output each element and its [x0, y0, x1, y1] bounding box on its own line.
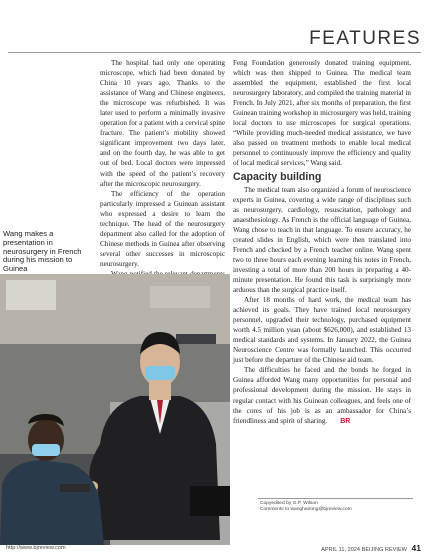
- article-left-column: [100, 58, 225, 273]
- footer-url[interactable]: http://www.bjreview.com: [6, 545, 66, 551]
- body-paragraph: The medical team also organized a forum of neuroscience experts in Guinea, covering a wide range of disciplines such as neurosurgery, cardiology, resuscitation, pathology and anaesthesiology. As French is the official language of Guinea, Wang chose to teach in that language. To ensure accuracy, he created slides in English, which were then translated into French and checked by a French teacher online. Wang spent two to three hours each evening learning his notes in French, investing a total of more than 200 hours in preparing a 40-minute presentation. He found this task is surprisingly more arduous than the surgical practice itself.: [233, 185, 411, 294]
- header-divider: [8, 52, 421, 53]
- photo-caption: Wang makes a presentation in neurosurgery in French during his mission to Guinea: [3, 229, 82, 274]
- section-subheading: Capacity building: [233, 170, 322, 183]
- copyeditor-credit: Copyedited by G.P. Wilson: [260, 501, 318, 506]
- body-paragraph: Feng Foundation generously donated training equipment, which was then shipped to Guinea. The medical team assembled the equipment, established the first local neurosurgery laboratory, and compiled the training material in French. In July 2021, after six months of preparation, the first Guinean training workshop in microsurgery was held, training local doctors to use microscopes for surgical operations. “While providing much-needed medical assistance, we have also passed on treatment methods to enable local medical personnel to continuously improve the efficiency and quality of local medical services,” Wang said.: [233, 59, 411, 168]
- comments-contact: Comments to wanghairong@bjreview.com: [260, 507, 352, 513]
- article-photo: [0, 274, 230, 545]
- body-paragraph: The efficiency of the operation particularly impressed a Guinean assistant who expressed a desire to learn the technique. The head of the neurosurgery department also called for the adoption of Chinese methods in Guinea after observing several other successes in microscopic neurosurgery.: [100, 189, 225, 268]
- body-paragraph: The hospital had only one operating microscope, which had been donated by China 10 years ago. Thanks to the assistance of Wang and Chinese engineers, the microscope was refurbished. It was later used to perform a minimally invasive operation for a patient with a cervical spine fracture. The patient’s mobility showed significant improvement two days later, and on the fourth day, he was able to get out of bed. Local doctors were impressed with the speed of the patient’s recovery after the microscopic neurosurgery.: [100, 59, 225, 188]
- article-right-column: [233, 58, 411, 498]
- footer-issue-date: APRIL 11, 2024 BEIJING REVIEW: [321, 547, 407, 553]
- body-paragraph: After 18 months of hard work, the medical team has achieved its goals. They have trained local neurosurgery personnel, upgraded their technology, purchased equipment worth 4.5 million yuan (about $626,000), and established 13 medical standards and systems. In January 2022, the Guinea Neuroscience Centre was formally launched. This occurred just before the departure of the Chinese aid team.: [233, 296, 411, 365]
- page-footer: [6, 545, 421, 555]
- page-header: [0, 0, 427, 58]
- br-end-mark: BR: [340, 417, 351, 425]
- section-title: FEATURES: [309, 28, 421, 49]
- page-number: 41: [411, 543, 421, 553]
- article-credits: [260, 501, 420, 514]
- body-paragraph-text: The difficulties he faced and the bonds he forged in Guinea afforded Wang many opportunities for personal and professional development during the mission. He stays in regular contact with his Guinean colleagues, and feels one of the cores of his job is as an ambassador for China’s friendliness and spirit of sharing.: [233, 366, 411, 425]
- body-paragraph: [233, 365, 411, 426]
- credits-divider: [258, 498, 413, 499]
- footer-issue-info: [321, 543, 421, 553]
